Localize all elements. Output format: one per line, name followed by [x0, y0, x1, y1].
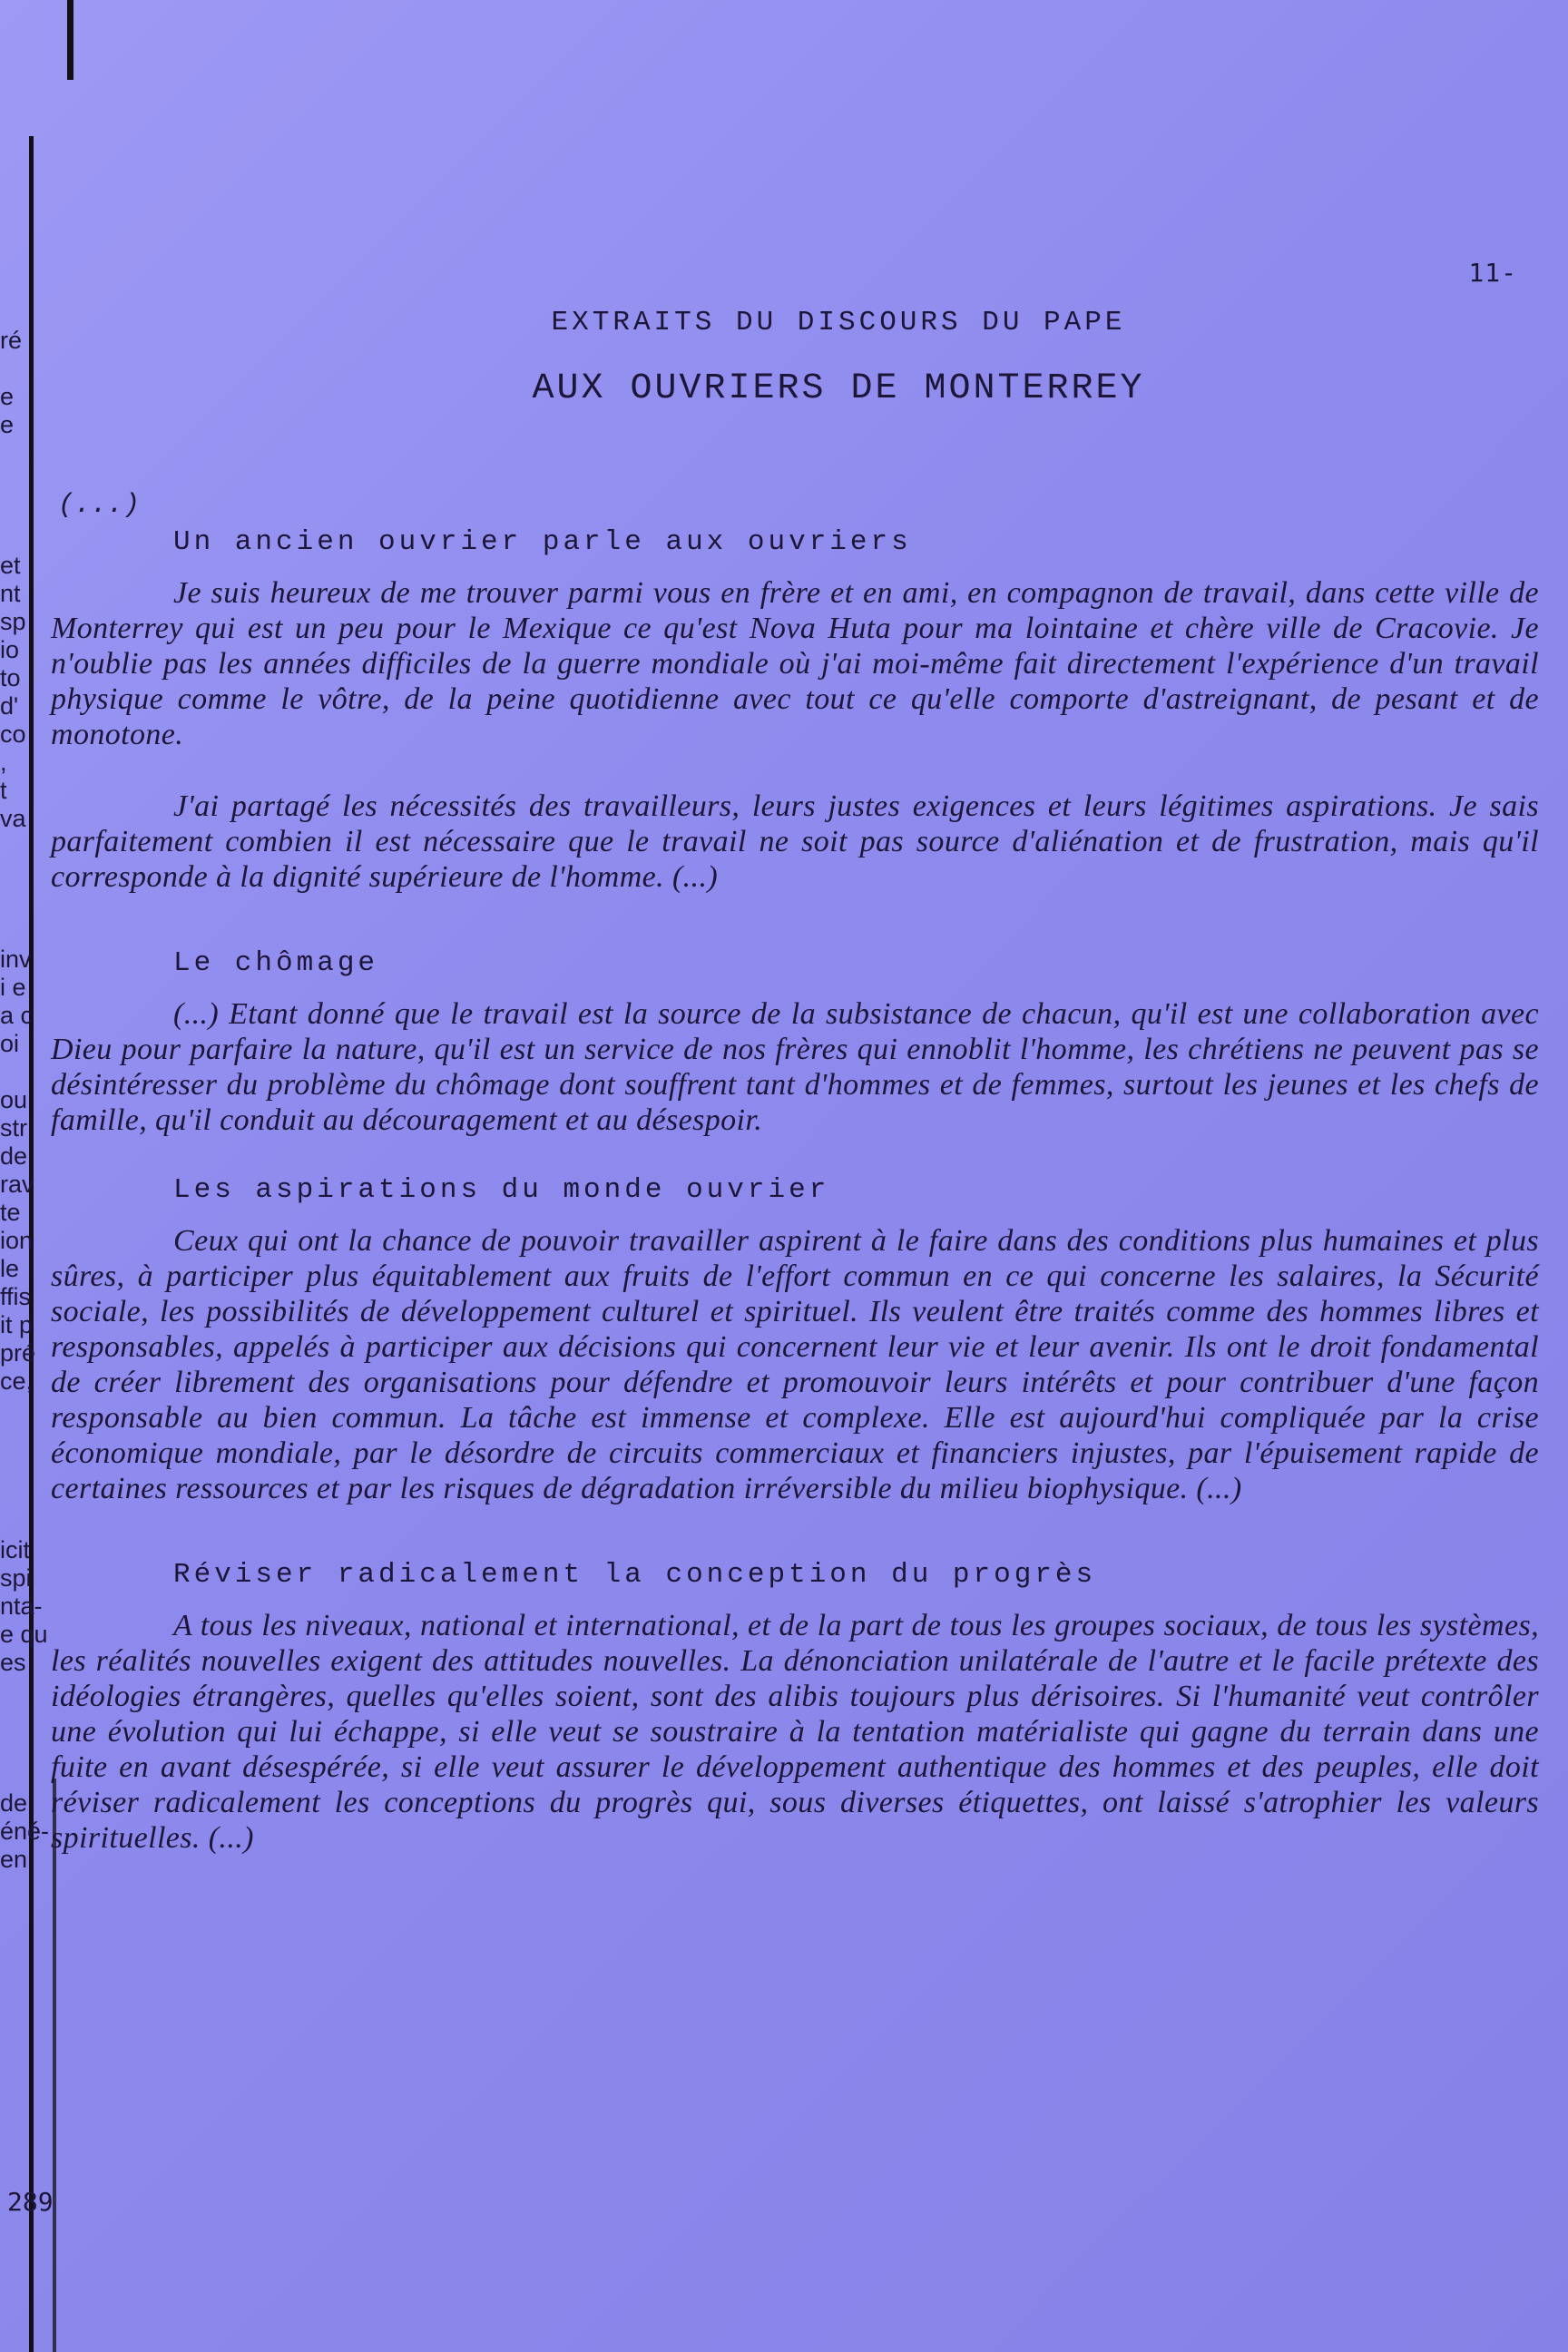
article-body [51, 490, 1539, 1856]
left-page-fragment: icit [0, 1536, 30, 1563]
left-page-fragment: ffis [0, 1283, 32, 1310]
section-heading: Réviser radicalement la conception du progrès [173, 1559, 1097, 1591]
left-page-fragment: et [0, 552, 21, 579]
left-page-fragment: ou [0, 1086, 28, 1113]
title-line-2: AUX OUVRIERS DE MONTERREY [532, 368, 1145, 409]
left-page-fragment: , [0, 749, 7, 776]
page-number: 11- [1468, 258, 1517, 288]
left-page-fragment: ion [0, 1227, 34, 1254]
section-paragraph: Ceux qui ont la chance de pouvoir travailler aspirent à le faire dans des conditions plus humaines et plus sûres, à participer plus équitablement aux fruits de l'effort commun en ce qui concerne les salaires, la Sécurité sociale, les possibilités de développement culturel et spirituel. Ils veulent être traités comme des hommes libres et responsables, appelés à participer aux décisions qui concernent leur vie et leur avenir. Ils ont le droit fondamental de créer librement des organisations pour défendre et promouvoir leurs intérêts et pour contribuer d'une façon responsable au bien commun. La tâche est immense et complexe. Elle est aujourd'hui compliquée par la crise économique mondiale, par le désordre de circuits commerciaux et financiers injustes, par l'épuisement rapide de certaines ressources et par les risques de dégradation irréversible du milieu biophysique. (...) [51, 1224, 1539, 1505]
section-paragraph: J'ai partagé les nécessités des travailleurs, leurs justes exigences et leurs légitimes aspirations. Je sais parfaitement combien il est nécessaire que le travail ne soit pas source d'aliénation et de frustration, mais qu'il corresponde à la dignité supérieure de l'homme. (...) [51, 789, 1539, 894]
left-page-edge-top [67, 0, 74, 80]
left-page-fragment: to [0, 664, 21, 691]
left-page-fragment: a c [0, 1002, 34, 1029]
left-page-fragment: io [0, 636, 20, 663]
left-page-fragment: va [0, 805, 26, 832]
left-page-fragment: ce, [0, 1367, 34, 1395]
section-heading: Les aspirations du monde ouvrier [173, 1174, 830, 1206]
section-paragraph: Je suis heureux de me trouver parmi vous en frère et en ami, en compagnon de travail, dans cette ville de Monterrey qui est un peu pour le Mexique ce qu'est Nova Huta pour ma lointaine et chère ville de Cracovie. Je n'oublie pas les années difficiles de la guerre mondiale où j'ai moi-même fait directement l'expérience d'un travail physique comme le vôtre, de la peine quotidienne avec tout ce qu'elle comporte d'astreignant, de pesant et de monotone. [51, 576, 1539, 751]
left-page-fragment: t [0, 777, 7, 804]
left-page-fragment: e qu [0, 1621, 48, 1648]
fragment-spacer [0, 439, 64, 467]
section-heading: Un ancien ouvrier parle aux ouvriers [173, 526, 912, 558]
title-line-1: EXTRAITS DU DISCOURS DU PAPE [551, 307, 1126, 338]
left-page-fragment: e [0, 411, 15, 438]
section-paragraph: A tous les niveaux, national et international, et de la part de tous les groupes sociaux, de tous les systèmes, les réalités nouvelles exigent des attitudes nouvelles. La dénonciation unilatérale de l'autre et le facile prétexte des idéologies étrangères, quelles qu'elles soient, sont des alibis toujours plus dérisoires. Si l'humanité veut contrôler une évolution qui lui échappe, si elle veut se soustraire à la tentation matérialiste qui gagne du terrain dans une fuite en avant désespérée, si elle veut assurer le développement authentique des hommes et des peuples, elle doit réviser radicalement les conceptions du progrès qui, sous diverses étiquettes, ont laissé s'atrophier les valeurs spirituelles. (...) [51, 1609, 1539, 1855]
left-page-fragment: sp [0, 608, 26, 635]
left-page-fragment: éné- [0, 1818, 50, 1845]
left-page-fragment: str [0, 1114, 27, 1142]
left-page-fragment: de [0, 1142, 28, 1170]
left-page-fragment: te [0, 1199, 21, 1226]
left-page-fragment: oi [0, 1030, 20, 1057]
left-page-fragment: pré [0, 1339, 36, 1367]
left-page-fragment: it p [0, 1311, 34, 1338]
left-page-fragment: le [0, 1255, 20, 1282]
left-page-fragment: es [0, 1649, 26, 1676]
section-heading: Le chômage [173, 947, 379, 979]
left-page-fragment: nta- [0, 1592, 43, 1620]
left-page-fragment: spi [0, 1564, 32, 1592]
left-page-fragment: de [0, 1789, 28, 1817]
section-paragraph: (...) Etant donné que le travail est la source de la subsistance de chacun, qu'il est une collaboration avec Dieu pour parfaire la nature, qu'il est un service de nos frères qui ennoblit l'homme, les chrétiens ne peuvent pas se désintéresser du problème du chômage dont souffrent tant d'hommes et de femmes, surtout les jeunes et les chefs de famille, qu'il conduit au découragement et au désespoir. [51, 997, 1539, 1137]
left-page-fragment: d' [0, 692, 19, 720]
left-page-number: 289 [7, 2187, 54, 2217]
left-page-fragment: i e [0, 974, 26, 1001]
left-page-fragment: co [0, 720, 26, 748]
left-page-fragment: en [0, 1846, 28, 1873]
opening-ellipsis: (...) [58, 490, 141, 521]
left-page-fragment: nt [0, 580, 21, 607]
left-page-fragment: e [0, 383, 15, 410]
left-page-fragment: inv [0, 946, 32, 973]
left-page-fragment: rav [0, 1171, 34, 1198]
left-page-fragment: ré [0, 327, 23, 354]
